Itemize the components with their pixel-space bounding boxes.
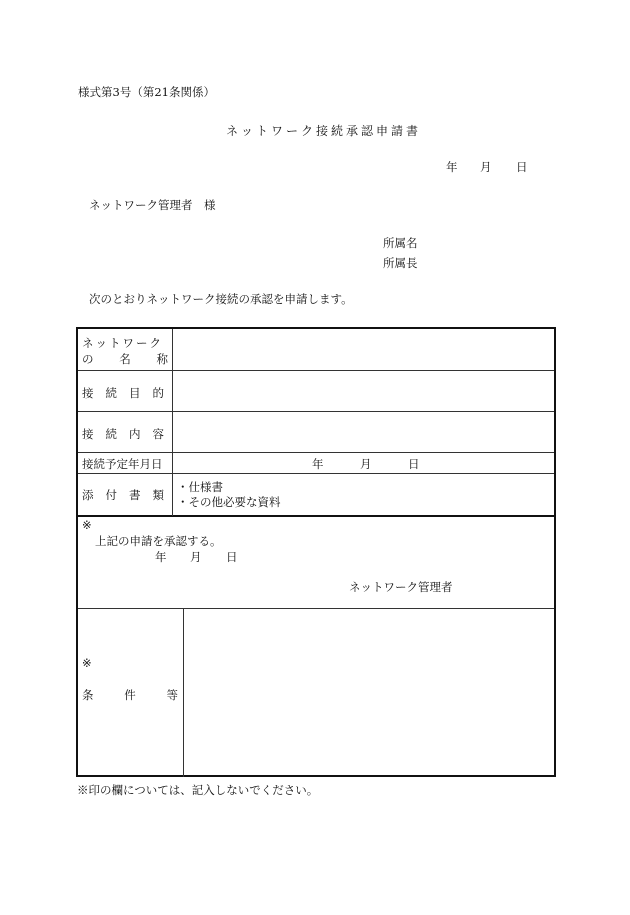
label-char: 的 [152,386,164,400]
affiliation-label: 所属名 [383,236,418,250]
footnote: ※印の欄については、記入しないでください。 [77,783,319,797]
date-day: 日 [516,160,528,174]
label-char: 続 [105,427,117,441]
label-char: 等 [166,688,178,702]
page-title: ネットワーク接続承認申請書 [226,124,422,138]
conditions-mark: ※ [82,656,92,670]
section-divider [78,515,554,517]
network-name-label-line2 [82,351,168,367]
row-divider [78,608,554,609]
label-char: 接 [82,427,94,441]
approval-signer: ネットワーク管理者 [349,580,453,594]
scheduled-date-label: 接続予定年月日 [82,457,163,471]
label-char: 条 [82,688,94,702]
label-char: 名 [119,352,131,366]
attachment-item: ・その他必要な資料 [177,495,281,509]
conditions-label [82,687,178,703]
label-char: 内 [129,427,141,441]
column-divider [183,608,184,777]
approval-text: 上記の申請を承認する。 [95,534,222,548]
head-label: 所属長 [383,256,418,270]
date-year: 年 [446,160,458,174]
label-char: 付 [105,488,117,502]
label-char: 目 [129,386,141,400]
addressee: ネットワーク管理者 様 [89,198,216,212]
label-char: 添 [82,488,94,502]
network-name-label-line1: ネットワーク [82,336,163,350]
purpose-field[interactable] [174,372,556,410]
content-field[interactable] [174,413,556,451]
form-number: 様式第3号（第21条関係） [78,85,215,99]
label-char: 書 [129,488,141,502]
date-month: 月 [480,160,492,174]
scheduled-month: 月 [360,457,372,471]
content-label [82,426,164,442]
approval-year: 年 [155,550,167,564]
label-char: 接 [82,386,94,400]
purpose-label [82,385,164,401]
approval-month: 月 [190,550,202,564]
label-char: 件 [124,688,136,702]
label-char: 続 [105,386,117,400]
scheduled-year: 年 [312,457,324,471]
row-divider [78,452,554,453]
attachment-item: ・仕様書 [177,480,223,494]
column-divider [172,329,173,516]
approval-day: 日 [226,550,238,564]
label-char: の [82,352,94,366]
row-divider [78,370,554,371]
approval-mark: ※ [82,518,92,532]
label-char: 容 [152,427,164,441]
attachments-label [82,487,164,503]
row-divider [78,411,554,412]
application-form-table [76,327,556,777]
label-char: 類 [152,488,164,502]
label-char: 称 [156,352,168,366]
conditions-field[interactable] [185,610,555,775]
network-name-field[interactable] [174,331,556,369]
scheduled-day: 日 [408,457,420,471]
row-divider [78,473,554,474]
intro-text: 次のとおりネットワーク接続の承認を申請します。 [89,292,353,306]
